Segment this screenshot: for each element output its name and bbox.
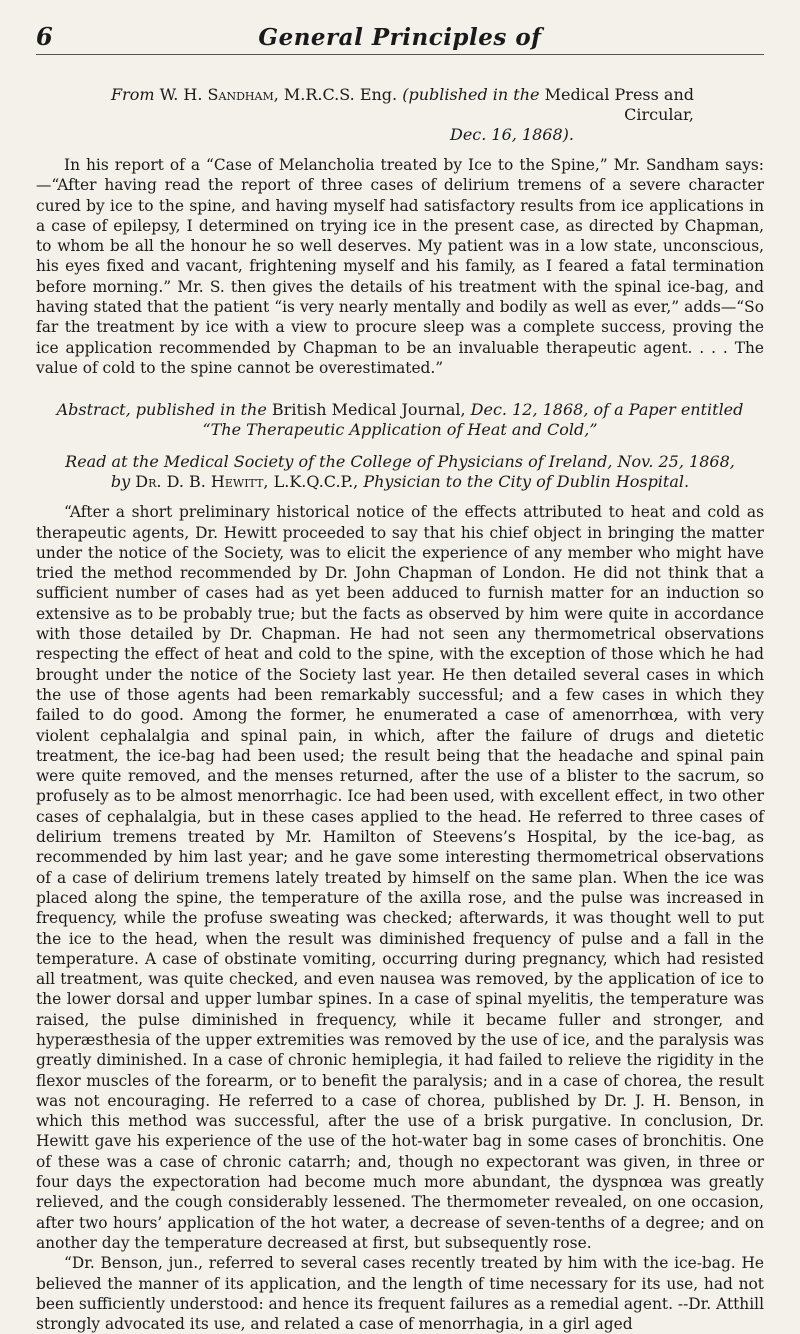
read-at-line [36,452,764,472]
paper-author-role: Physician to the City of Dublin Hospital. [363,472,690,492]
paper-title-line [36,420,764,440]
published-in-label: (published in the [402,85,540,104]
paper-author-credentials: L.K.Q.C.P., [273,472,359,492]
paper-author: Dr. D. B. Hewitt, [135,472,269,492]
abstract-journal: British Medical Journal, [271,400,466,420]
author-credentials: M.R.C.S. Eng. [283,85,398,104]
abstract-date: Dec. 12, 1868, [470,400,589,420]
paper-title: “The Therapeutic Application of Heat and Cold,” [202,420,598,440]
sandham-heading [36,85,764,125]
by-label: by [110,472,131,492]
abstract-heading [36,400,764,420]
from-label: From [110,85,155,104]
journal-name: Medical Press and Circular, [544,85,694,124]
paper-author-line [36,472,764,492]
hewitt-paragraph-2: “Dr. Benson, jun., referred to several cases recently treated by him with the ice-bag. He believed the manner of its application, and the length of time necessary for its use, had not been sufficiently understood: and hence its frequent failures as a remedial agent. --Dr. Atthill strongly advocated its use, and related a case of menorrhagia, in a girl aged [36,1254,764,1334]
publication-date: Dec. 16, 1868). [449,125,574,144]
author-name: W. H. Sandham, [159,85,279,104]
abstract-suffix: of a Paper entitled [593,400,744,420]
sandham-date-line [36,125,764,145]
abstract-prefix: Abstract, published in the [56,400,267,420]
running-title: General Principles of [258,24,542,51]
page-number: 6 [36,22,53,51]
sandham-paragraph: In his report of a “Case of Melancholia treated by Ice to the Spine,” Mr. Sandham says:—“After having read the report of three cases of delirium tremens of a severe character cured by ice to the spine, and having myself had satisfactory results from ice applications in a case of epilepsy, I determined on trying ice in the present case, as directed by Chapman, to whom be all the honour he so well deserves. My patient was in a low state, unconscious, his eyes fixed and vacant, frightening myself and his family, as I feared a fatal termination before morning.” Mr. S. then gives the details of his treatment with the spinal ice-bag, and having stated that the patient “is very nearly mentally and bodily as well as ever,” adds—“So far the treatment by ice with a view to procure sleep was a complete success, proving the ice application recommended by Chapman to be an invaluable therapeutic agent. . . . The value of cold to the spine cannot be overestimated.” [36,156,764,377]
running-header [36,18,764,55]
read-at: Read at the Medical Society of the College of Physicians of Ireland, Nov. 25, 1868, [65,452,735,472]
hewitt-paragraph-1: “After a short preliminary historical notice of the effects attributed to heat and cold as therapeutic agents, Dr. Hewitt proceeded to say that his chief object in bringing the matter under the notice of the Society, was to elicit the experience of any member who might have tried the method recommended by Dr. John Chapman of London. He did not think that a sufficient number of cases had as yet been adduced to furnish matter for an induction so extensive as to be probably true; but the facts as observed by him were quite in accordance with those detailed by Dr. Chapman. He had not seen any thermometrical observations respecting the effect of heat and cold to the spine, with the exception of those which he had brought under the notice of the Society last year. He then detailed several cases in which the use of those agents had been remarkably successful; and a few cases in which they failed to do good. Among the former, he enumerated a case of amenorrhœa, with very violent cephalalgia and spinal pain, in which, after the failure of drugs and dietetic treatment, the ice-bag had been used; the result being that the headache and spinal pain were quite removed, and the menses returned, after the use of a blister to the sacrum, so profusely as to be almost menorrhagic. Ice had been used, with excellent effect, in two other cases of cephalalgia, but in these cases applied to the head. He referred to three cases of delirium tremens treated by Mr. Hamilton of Steevens’s Hospital, by the ice-bag, as recommended by him last year; and he gave some interesting thermometrical observations of a case of delirium tremens lately treated by himself on the same plan. When the ice was placed along the spine, the temperature of the axilla rose, and the pulse was increased in frequency, while the profuse sweating was checked; afterwards, it was thought well to put the ice to the head, when the result was diminished frequency of pulse and a fall in the temperature. A case of obstinate vomiting, occurring during pregnancy, which had resisted all treatment, was quite checked, and even nausea was removed, by the application of ice to the lower dorsal and upper lumbar spines. In a case of spinal myelitis, the temperature was raised, the pulse diminished in frequency, while it became fuller and stronger, and hyperæsthesia of the upper extremities was removed by the use of ice, and the paralysis was greatly diminished. In a case of chronic hemiplegia, it had failed to relieve the rigidity in the flexor muscles of the forearm, or to benefit the paralysis; and in a case of chorea, the result was not encouraging. He referred to a case of chorea, published by Dr. J. H. Benson, in which this method was successful, after the use of a brisk purgative. In conclusion, Dr. Hewitt gave his experience of the use of the hot-water bag in some cases of bronchitis. One of these was a case of chronic catarrh; and, though no expectorant was given, in three or four days the expectoration had become much more abundant, the dyspnœa was greatly relieved, and the cough considerably lessened. The thermometer revealed, on one occasion, after two hours’ application of the hot water, a decrease of seven-tenths of a degree; and on another day the temperature decreased at first, but subsequently rose. [36,503,764,1252]
